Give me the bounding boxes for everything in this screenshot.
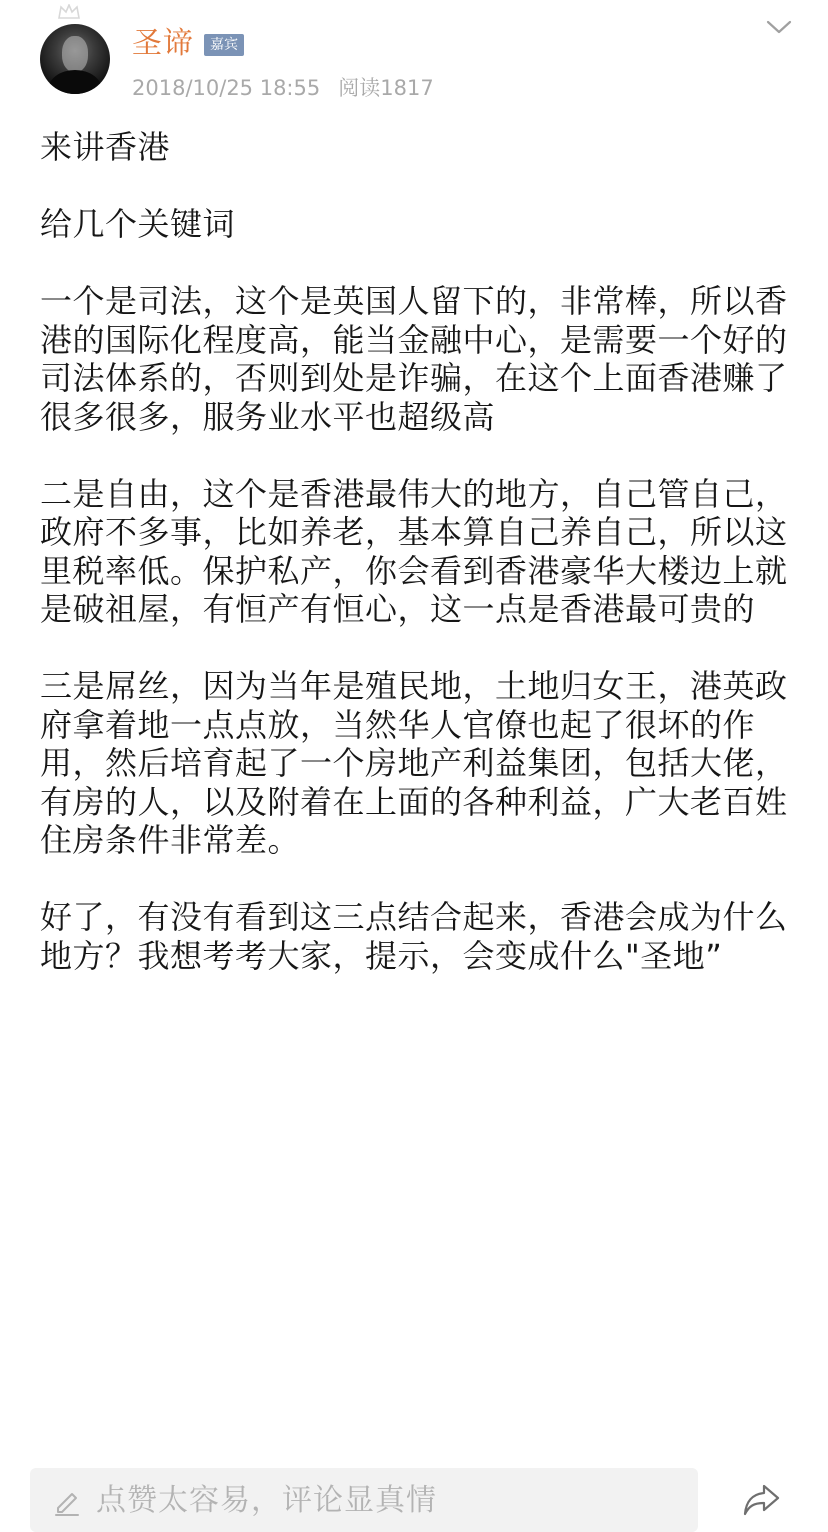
read-count: 阅读1817 <box>338 76 434 100</box>
avatar-body <box>48 70 102 94</box>
post-header <box>0 0 828 112</box>
post-paragraph: 给几个关键词 <box>40 205 236 243</box>
post-meta <box>132 74 434 102</box>
comment-bar <box>0 1460 828 1531</box>
post-timestamp: 2018/10/25 18:55 <box>132 76 321 100</box>
comment-placeholder[interactable]: 点赞太容易，评论显真情 <box>96 1483 437 1518</box>
avatar-face <box>62 36 88 72</box>
guest-badge: 嘉宾 <box>204 34 244 56</box>
post-body <box>40 128 788 1014</box>
pencil-icon <box>52 1486 82 1516</box>
author-name[interactable]: 圣谛 <box>132 26 194 61</box>
chevron-down-icon[interactable] <box>766 18 792 36</box>
avatar[interactable] <box>40 24 110 94</box>
post-paragraph: 来讲香港 <box>40 128 171 166</box>
post-paragraph: 一个是司法，这个是英国人留下的，非常棒，所以香港的国际化程度高，能当金融中心，是需要一个好的司法体系的，否则到处是诈骗，在这个上面香港赚了很多很多，服务业水平也超级高 <box>40 282 788 436</box>
post-paragraph: 好了，有没有看到这三点结合起来，香港会成为什么地方？我想考考大家，提示，会变成什么"圣地” <box>40 898 788 975</box>
share-icon[interactable] <box>742 1482 782 1518</box>
post-paragraph: 三是屌丝，因为当年是殖民地，土地归女王，港英政府拿着地一点点放，当然华人官僚也起了很坏的作用，然后培育起了一个房地产利益集团，包括大佬，有房的人，以及附着在上面的各种利益，广大老百姓住房条件非常差。 <box>40 667 788 859</box>
crown-icon <box>58 4 80 20</box>
post-paragraph: 二是自由，这个是香港最伟大的地方，自己管自己，政府不多事，比如养老，基本算自己养自己，所以这里税率低。保护私产，你会看到香港豪华大楼边上就是破祖屋，有恒产有恒心，这一点是香港最可贵的 <box>40 474 788 628</box>
